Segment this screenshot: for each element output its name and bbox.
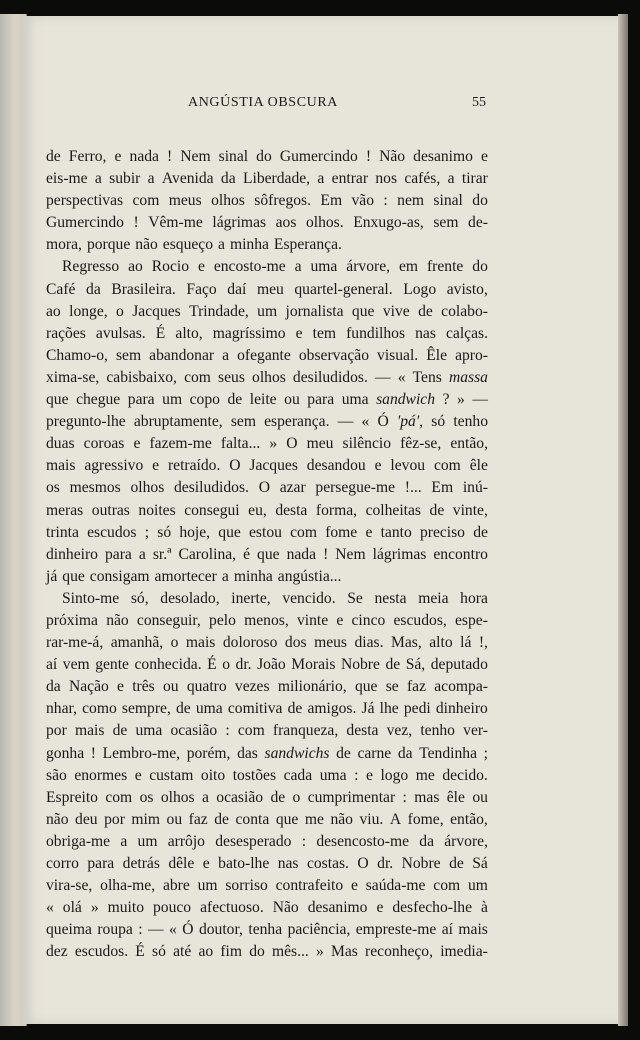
text-line: Regresso ao Rocio e encosto-me a uma árvore, em frente do	[62, 258, 488, 276]
text-line: pregunto-lhe abruptamente, sem esperança. — « Ó 'pá', só tenho	[46, 413, 488, 431]
text-line: mora, porque não esqueço a minha Esperança.	[46, 236, 342, 254]
text-line: duas coroas e fazem-me falta... » O meu silêncio fêz-se, então,	[46, 435, 488, 453]
text-line: que chegue para um copo de leite ou para uma sandwich ? » —	[46, 391, 488, 409]
text-line: por mais de uma ocasião : com franqueza, desta vez, tenho ver-	[46, 722, 488, 740]
text-line: perspectivas com meus olhos sôfregos. Em vão : nem sinal do	[46, 192, 488, 210]
text-line: de Ferro, e nada ! Nem sinal do Gumercindo ! Não desanimo e	[46, 148, 488, 165]
text-line: rar-me-á, amanhã, o mais doloroso dos meus dias. Mas, alto lá !,	[46, 634, 488, 652]
text-line: gonha ! Lembro-me, porém, das sandwichs de carne da Tendinha ;	[46, 744, 488, 762]
text-line: corro para detrás dêle e bato-lhe nas costas. O dr. Nobre de Sá	[46, 855, 488, 872]
body-text	[46, 146, 488, 963]
text-line: aí vem gente conhecida. É o dr. João Morais Nobre de Sá, deputado	[46, 656, 488, 674]
text-line: os mesmos olhos desiludidos. O azar persegue-me !... Em inú-	[46, 479, 488, 497]
text-line: Gumercindo ! Vêm-me lágrimas aos olhos. Enxugo-as, sem de-	[46, 214, 488, 232]
text-line: ao longe, o Jacques Trindade, um jornalista que vive de colabo-	[46, 302, 488, 320]
text-line: xima-se, cabisbaixo, com seus olhos desiludidos. — « Tens massa	[46, 368, 488, 386]
text-line: vira-se, olha-me, abre um sorriso contrafeito e saúda-me com um	[46, 877, 488, 895]
text-line: não deu por mim ou faz de conta que me não viu. A fome, então,	[46, 810, 488, 828]
text-line: Espreito com os olhos a ocasião de o cumprimentar : mas êle ou	[46, 788, 488, 806]
text-line: « olá » muito pouco afectuoso. Não desanimo e desfecho-lhe à	[46, 899, 488, 917]
text-line: são enormes e custam oito tostões cada uma : e logo me decido.	[46, 766, 488, 784]
text-line: próxima não conseguir, pelo menos, vinte e cinco escudos, espe-	[46, 611, 488, 629]
page-stack-edge	[618, 14, 628, 1026]
text-line: nhar, como sempre, de uma comitiva de amigos. Já lhe pedi dinheiro	[46, 700, 488, 718]
text-line: mais agressivo e retraído. O Jacques desandou e levou com êle	[46, 457, 488, 475]
text-line: dez escudos. É só até ao fim do mês... » Mas reconheço, imedia-	[46, 943, 488, 961]
text-line: dinheiro para a sr.ª Carolina, é que nada ! Nem lágrimas encontro	[46, 545, 488, 563]
text-line: Sinto-me só, desolado, inerte, vencido. Se nesta meia hora	[62, 589, 488, 607]
text-line: Chamo-o, sem abandonar a ofegante observação visual. Êle apro-	[46, 346, 488, 364]
page-number: 55	[472, 95, 486, 110]
running-head: ANGÚSTIA OBSCURA	[187, 95, 338, 110]
text-line: queima roupa : — « Ó doutor, tenha paciência, empreste-me aí mais	[46, 921, 488, 939]
text-line: da Nação e três ou quatro vezes milionário, que se faz acompa-	[46, 678, 488, 696]
text-line: rações avulsas. É alto, magríssimo e tem fundilhos nas calças.	[46, 324, 488, 342]
text-line: trinta escudos ; só hoje, que estou com fome e tanto preciso de	[46, 523, 488, 541]
text-line: já que consigam amortecer a minha angústia...	[46, 567, 342, 585]
text-line: eis-me a subir a Avenida da Liberdade, a entrar nos cafés, a tirar	[46, 170, 488, 188]
text-line: obriga-me a um arrôjo desesperado : desencosto-me da árvore,	[46, 832, 488, 850]
text-line: Café da Brasileira. Faço daí meu quartel-general. Logo avisto,	[46, 280, 488, 298]
text-line: meras outras noites consegui eu, desta forma, colheitas de vinte,	[46, 501, 488, 519]
